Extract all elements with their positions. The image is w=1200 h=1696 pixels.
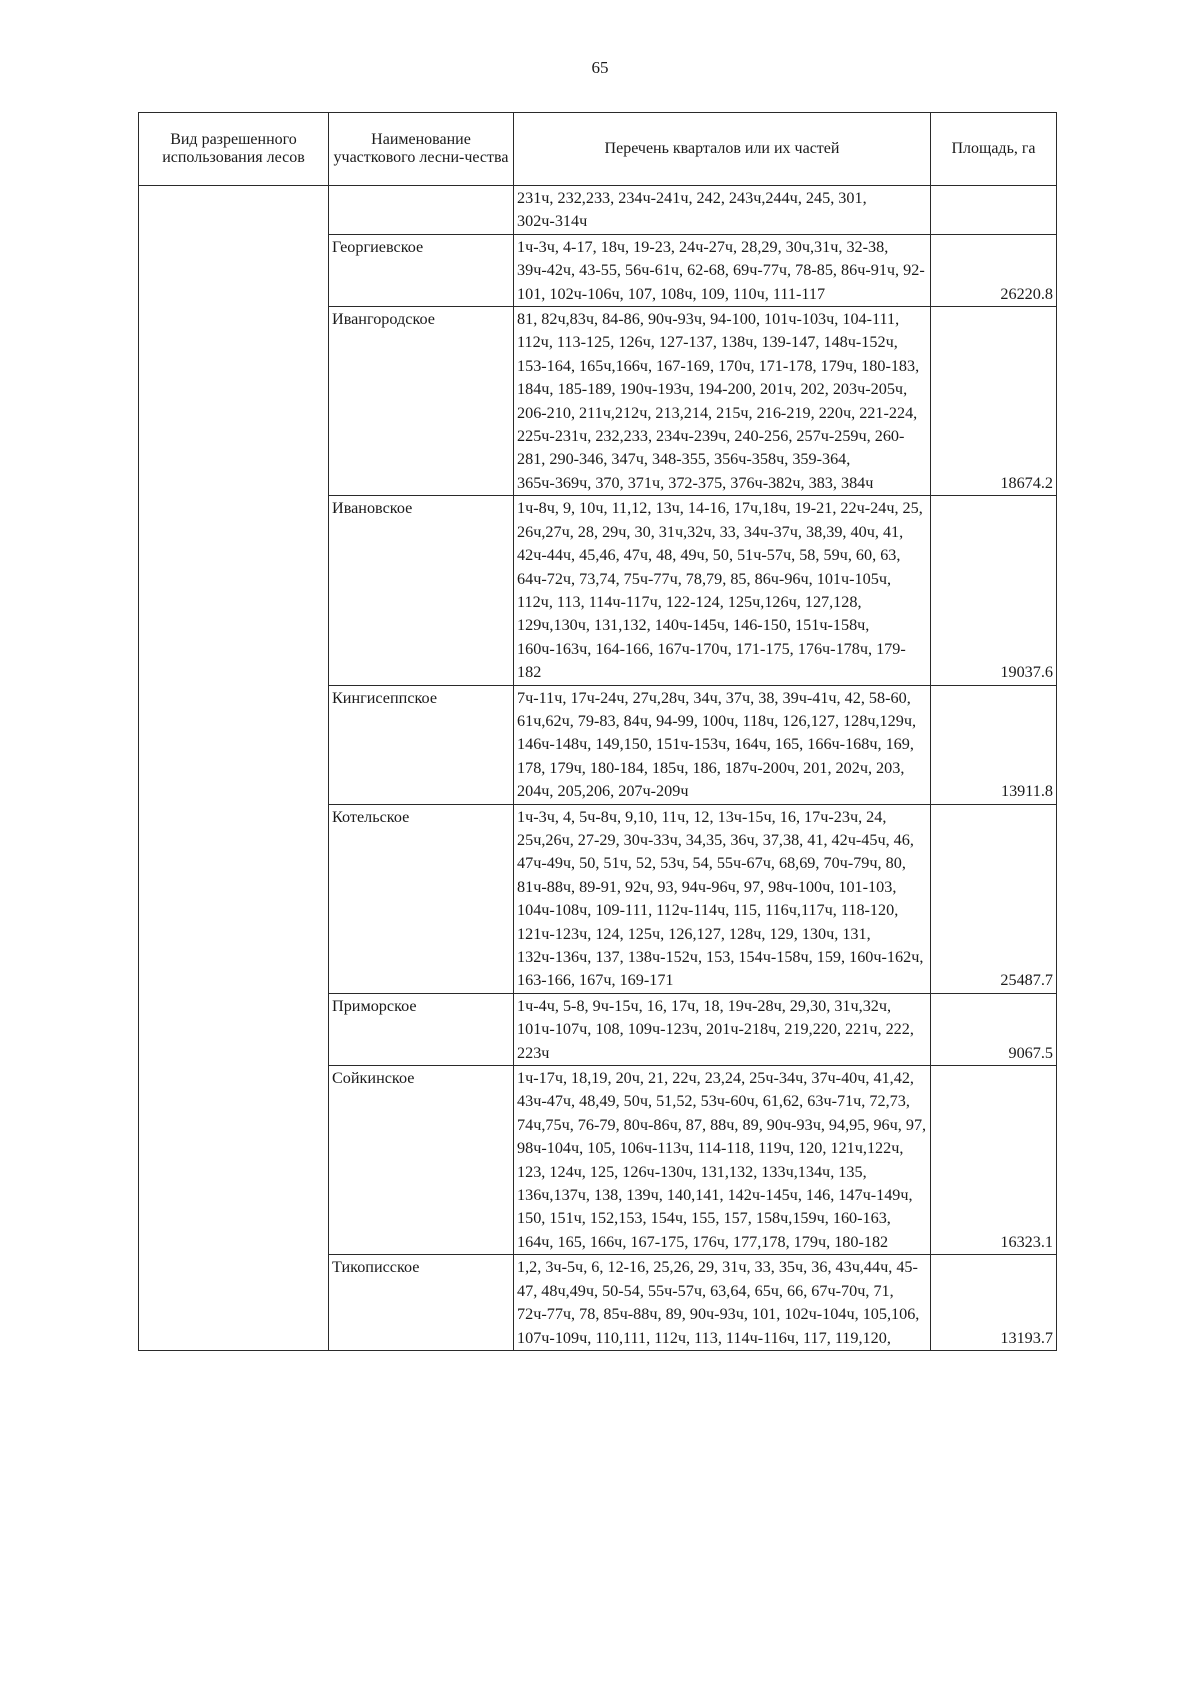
header-forestry-name: Наименование участкового лесни-чества [329, 113, 514, 186]
header-use-type: Вид разрешенного использования лесов [139, 113, 329, 186]
area-cell: 13193.7 [931, 1255, 1057, 1351]
quarters-cell: 1ч-4ч, 5-8, 9ч-15ч, 16, 17ч, 18, 19ч-28ч, 29,30, 31ч,32ч, 101ч-107ч, 108, 109ч-123ч, 201ч-218ч, 219,220, 221ч, 222, 223ч [514, 993, 931, 1065]
area-cell: 13911.8 [931, 685, 1057, 804]
quarters-table [138, 112, 1057, 1351]
quarters-cell: 1ч-3ч, 4, 5ч-8ч, 9,10, 11ч, 12, 13ч-15ч, 16, 17ч-23ч, 24, 25ч,26ч, 27-29, 30ч-33ч, 34,35, 36ч, 37,38, 41, 42ч-45ч, 46, 47ч-49ч, 50, 51ч, 52, 53ч, 54, 55ч-67ч, 68,69, 70ч-79ч, 80, 81ч-88ч, 89-91, 92ч, 93, 94ч-96ч, 97, 98ч-100ч, 101-103, 104ч-108ч, 109-111, 112ч-114ч, 115, 116ч,117ч, 118-120, 121ч-123ч, 124, 125ч, 126,127, 128ч, 129, 130ч, 131, 132ч-136ч, 137, 138ч-152ч, 153, 154ч-158ч, 159, 160ч-162ч, 163-166, 167ч, 169-171 [514, 804, 931, 993]
forestry-cell [329, 186, 514, 235]
area-cell: 18674.2 [931, 307, 1057, 496]
table-row [139, 186, 1057, 235]
forestry-cell: Ивановское [329, 496, 514, 685]
quarters-cell: 7ч-11ч, 17ч-24ч, 27ч,28ч, 34ч, 37ч, 38, 39ч-41ч, 42, 58-60, 61ч,62ч, 79-83, 84ч, 94-99, 100ч, 118ч, 126,127, 128ч,129ч, 146ч-148ч, 149,150, 151ч-153ч, 164ч, 165, 166ч-168ч, 169, 178, 179ч, 180-184, 185ч, 186, 187ч-200ч, 201, 202ч, 203, 204ч, 205,206, 207ч-209ч [514, 685, 931, 804]
quarters-cell: 1ч-17ч, 18,19, 20ч, 21, 22ч, 23,24, 25ч-34ч, 37ч-40ч, 41,42, 43ч-47ч, 48,49, 50ч, 51,52, 53ч-60ч, 61,62, 63ч-71ч, 72,73, 74ч,75ч, 76-79, 80ч-86ч, 87, 88ч, 89, 90ч-93ч, 94,95, 96ч, 97, 98ч-104ч, 105, 106ч-113ч, 114-118, 119ч, 120, 121ч,122ч, 123, 124ч, 125, 126ч-130ч, 131,132, 133ч,134ч, 135, 136ч,137ч, 138, 139ч, 140,141, 142ч-145ч, 146, 147ч-149ч, 150, 151ч, 152,153, 154ч, 155, 157, 158ч,159ч, 160-163, 164ч, 165, 166ч, 167-175, 176ч, 177,178, 179ч, 180-182 [514, 1066, 931, 1255]
forestry-cell: Тикописское [329, 1255, 514, 1351]
quarters-cell: 231ч, 232,233, 234ч-241ч, 242, 243ч,244ч, 245, 301, 302ч-314ч [514, 186, 931, 235]
area-cell: 9067.5 [931, 993, 1057, 1065]
forestry-cell: Георгиевское [329, 234, 514, 306]
area-cell: 25487.7 [931, 804, 1057, 993]
use-type-cell [139, 186, 329, 1351]
area-cell [931, 186, 1057, 235]
area-cell: 26220.8 [931, 234, 1057, 306]
table-header-row [139, 113, 1057, 186]
area-cell: 16323.1 [931, 1066, 1057, 1255]
quarters-cell: 81, 82ч,83ч, 84-86, 90ч-93ч, 94-100, 101ч-103ч, 104-111, 112ч, 113-125, 126ч, 127-137, 138ч, 139-147, 148ч-152ч, 153-164, 165ч,166ч, 167-169, 170ч, 171-178, 179ч, 180-183, 184ч, 185-189, 190ч-193ч, 194-200, 201ч, 202, 203ч-205ч, 206-210, 211ч,212ч, 213,214, 215ч, 216-219, 220ч, 221-224, 225ч-231ч, 232,233, 234ч-239ч, 240-256, 257ч-259ч, 260-281, 290-346, 347ч, 348-355, 356ч-358ч, 359-364, 365ч-369ч, 370, 371ч, 372-375, 376ч-382ч, 383, 384ч [514, 307, 931, 496]
quarters-cell: 1,2, 3ч-5ч, 6, 12-16, 25,26, 29, 31ч, 33, 35ч, 36, 43ч,44ч, 45-47, 48ч,49ч, 50-54, 55ч-57ч, 63,64, 65ч, 66, 67ч-70ч, 71, 72ч-77ч, 78, 85ч-88ч, 89, 90ч-93ч, 101, 102ч-104ч, 105,106, 107ч-109ч, 110,111, 112ч, 113, 114ч-116ч, 117, 119,120, [514, 1255, 931, 1351]
forestry-cell: Котельское [329, 804, 514, 993]
header-quarters: Перечень кварталов или их частей [514, 113, 931, 186]
quarters-cell: 1ч-8ч, 9, 10ч, 11,12, 13ч, 14-16, 17ч,18ч, 19-21, 22ч-24ч, 25, 26ч,27ч, 28, 29ч, 30, 31ч,32ч, 33, 34ч-37ч, 38,39, 40ч, 41, 42ч-44ч, 45,46, 47ч, 48, 49ч, 50, 51ч-57ч, 58, 59ч, 60, 63, 64ч-72ч, 73,74, 75ч-77ч, 78,79, 85, 86ч-96ч, 101ч-105ч, 112ч, 113, 114ч-117ч, 122-124, 125ч,126ч, 127,128, 129ч,130ч, 131,132, 140ч-145ч, 146-150, 151ч-158ч, 160ч-163ч, 164-166, 167ч-170ч, 171-175, 176ч-178ч, 179-182 [514, 496, 931, 685]
quarters-cell: 1ч-3ч, 4-17, 18ч, 19-23, 24ч-27ч, 28,29, 30ч,31ч, 32-38, 39ч-42ч, 43-55, 56ч-61ч, 62-68, 69ч-77ч, 78-85, 86ч-91ч, 92-101, 102ч-106ч, 107, 108ч, 109, 110ч, 111-117 [514, 234, 931, 306]
header-area: Площадь, га [931, 113, 1057, 186]
area-cell: 19037.6 [931, 496, 1057, 685]
page-number: 65 [591, 58, 609, 77]
forestry-cell: Сойкинское [329, 1066, 514, 1255]
forestry-cell: Ивангородское [329, 307, 514, 496]
forestry-cell: Кингисеппское [329, 685, 514, 804]
forestry-cell: Приморское [329, 993, 514, 1065]
